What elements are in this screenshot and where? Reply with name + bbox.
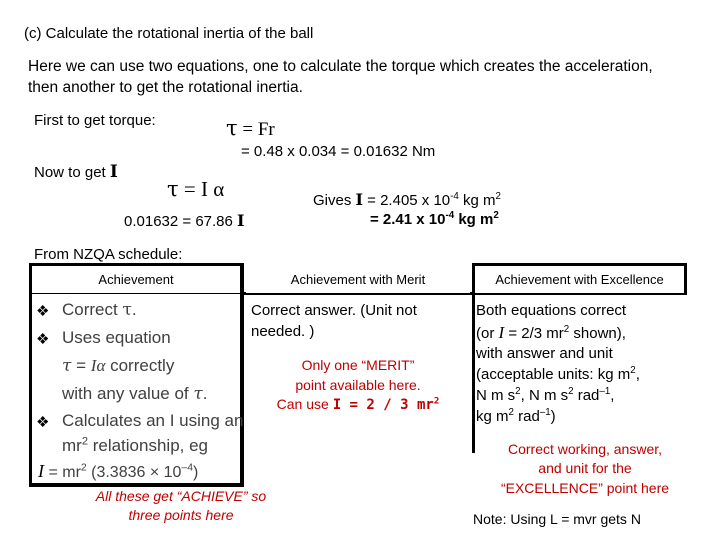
merit-note-line-1: Only one “MERIT” <box>301 357 415 373</box>
achievement-bullet-3-line-3: $I = mr^2$ $(3.3836 \times 10^{-4})$ <box>38 461 199 481</box>
achieve-note-line-2: three points here <box>128 507 234 523</box>
achievement-bullet-2-equation: τ = Iα correctly <box>62 356 175 376</box>
achievement-bullet-2-continuation: with any value of τ. <box>62 384 208 404</box>
excellence-left-border <box>472 293 475 453</box>
achievement-bullet-3-line-2: $mr^2$ relationship, eg <box>62 435 209 455</box>
header-merit: Achievement with Merit <box>246 266 470 293</box>
column-divider-left <box>240 293 244 487</box>
excellence-text-line-1: Both equations correct <box>476 302 627 319</box>
inertia-calculation: 0.01632 = 67.86 I <box>124 211 245 230</box>
bullet-diamond-icon: ❖ <box>36 331 50 348</box>
section-heading: (c) Calculate the rotational inertia of the ball <box>24 25 314 42</box>
excellence-footer-note: Note: Using L = mvr gets N <box>473 511 641 527</box>
merit-text-line-2: needed. ) <box>251 323 315 340</box>
schedule-label: From NZQA schedule: <box>34 246 183 263</box>
merit-note-line-3: Can use I = 2 / 3 $mr^2$ <box>276 396 440 413</box>
excellence-text-line-6: kg $m^2$ rad$^{-1}$) <box>476 407 556 425</box>
inertia-rounded: = 2.41 x $10^{-4}$ kg $m^2$ <box>370 210 499 228</box>
achievement-bullet-1: Correct τ. <box>62 300 137 320</box>
inertia-equation: τ = I α <box>167 177 225 201</box>
merit-note-line-2: point available here. <box>295 377 421 393</box>
torque-label: First to get torque: <box>34 112 156 129</box>
torque-calculation: = 0.48 x 0.034 = 0.01632 Nm <box>241 143 436 160</box>
excellence-note-line-2: and unit for the <box>538 460 632 476</box>
merit-text-line-1: Correct answer. (Unit not <box>251 302 417 319</box>
torque-equation: τ = Fr <box>226 116 275 140</box>
achieve-note-line-1: All these get “ACHIEVE” so <box>95 488 267 504</box>
intro-line-2: then another to get the rotational inertia. <box>28 79 303 96</box>
excellence-text-line-3: with answer and unit <box>476 345 613 362</box>
excellence-text-line-4: (acceptable units: kg $m^2$, <box>476 365 640 383</box>
inertia-result: Gives I = 2.405 x $10^{-4}$ kg $m^2$ <box>313 190 501 209</box>
intro-line-1: Here we can use two equations, one to calculate the torque which creates the acceleration, <box>28 58 653 75</box>
header-achievement: Achievement <box>32 266 240 293</box>
achievement-bullet-3: Calculates an I using an <box>62 411 244 430</box>
excellence-text-line-2: (or I = 2/3 $mr^2$ shown), <box>476 323 626 342</box>
inertia-label: Now to get I <box>34 162 118 182</box>
bullet-diamond-icon: ❖ <box>36 303 50 320</box>
excellence-note-line-1: Correct working, answer, <box>507 441 663 457</box>
excellence-text-line-5: N m $s^2$, N m $s^2$ rad$^{-1}$, <box>476 386 615 404</box>
header-excellence: Achievement with Excellence <box>475 266 684 293</box>
bullet-diamond-icon: ❖ <box>36 414 50 431</box>
excellence-note-line-3: “EXCELLENCE” point here <box>500 480 670 496</box>
achievement-bullet-2: Uses equation <box>62 328 171 347</box>
